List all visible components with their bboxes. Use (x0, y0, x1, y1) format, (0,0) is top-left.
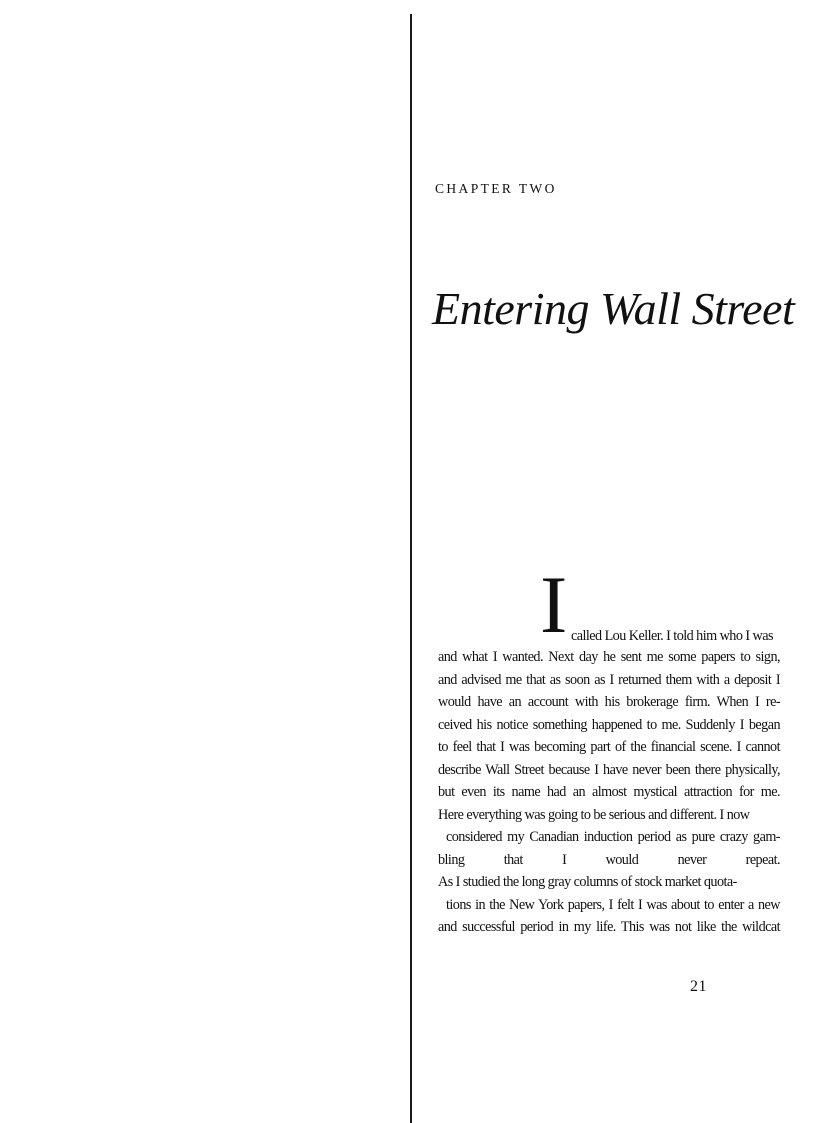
text-line: would have an account with his brokerage firm. When I re- (438, 694, 780, 710)
text-line: and successful period in my life. This was not like the wildcat (438, 919, 780, 935)
text-line: and advised me that as soon as I returned them with a deposit I (438, 671, 780, 688)
opening-line-text: called Lou Keller. I told him who I was (571, 627, 773, 644)
text-line: considered my Canadian induction period as pure crazy gam- (446, 829, 780, 845)
body-text (438, 559, 780, 939)
text-line: describe Wall Street because I have never been there physically, (438, 761, 780, 778)
drop-cap: I (540, 559, 567, 650)
text-line: bling that I would never repeat. (438, 851, 780, 868)
text-line: As I studied the long gray columns of stock market quota- (438, 874, 737, 890)
chapter-title: Entering Wall Street (432, 283, 795, 334)
text-line: and what I wanted. Next day he sent me some papers to sign, (438, 649, 780, 665)
page-number: 21 (690, 978, 707, 995)
text-line: but even its name had an almost mystical attraction for me. (438, 784, 780, 800)
text-line: to feel that I was becoming part of the financial scene. I cannot (438, 739, 780, 755)
binding-gutter-line (410, 14, 412, 1123)
opening-line (438, 559, 780, 650)
text-line: tions in the New York papers, I felt I was about to enter a new (446, 896, 780, 913)
text-line: Here everything was going to be serious and different. I now (438, 806, 750, 823)
chapter-label: CHAPTER TWO (435, 181, 557, 196)
text-line: ceived his notice something happened to me. Suddenly I began (438, 716, 780, 733)
